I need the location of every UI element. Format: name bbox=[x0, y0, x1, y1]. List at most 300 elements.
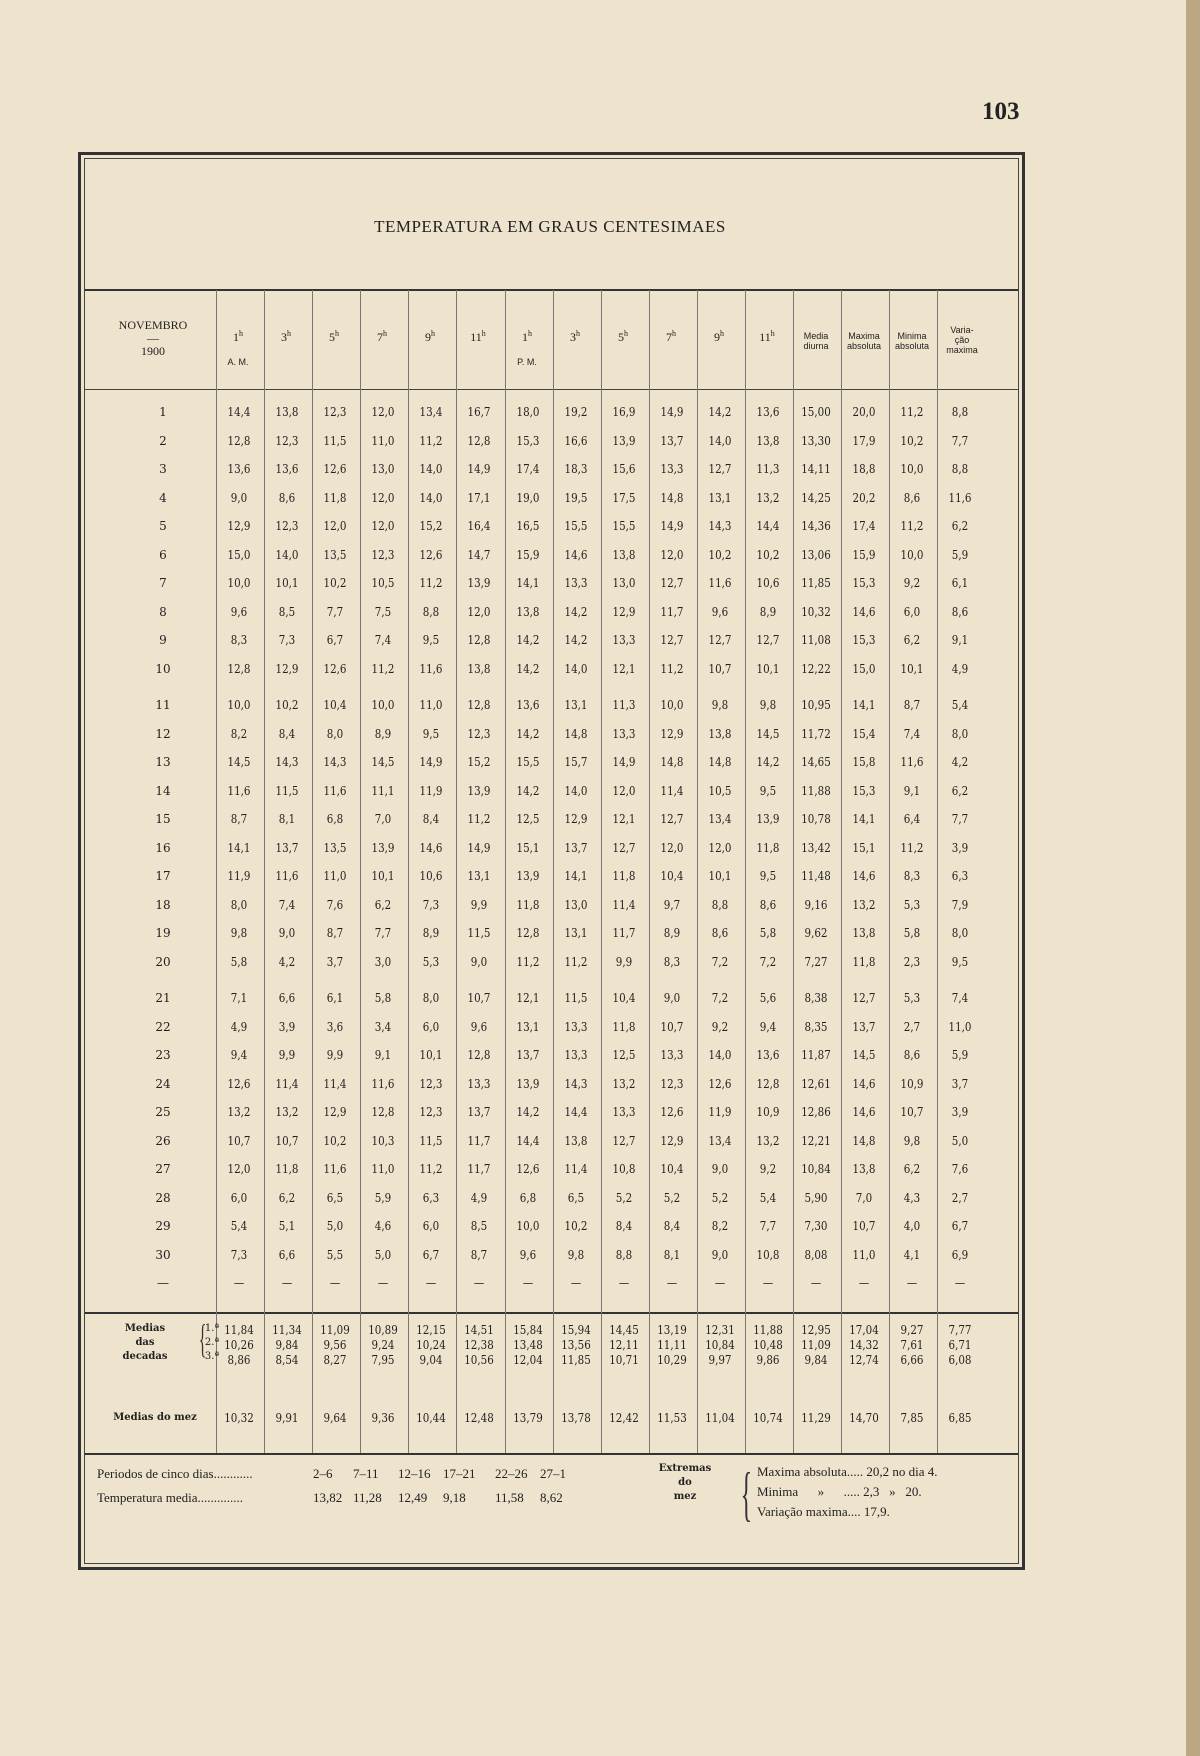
table-cell: 9,5 bbox=[759, 783, 777, 798]
table-cell: 14,1 bbox=[516, 576, 540, 590]
day-number: 22 bbox=[155, 1019, 171, 1034]
table-cell: 14,2 bbox=[516, 783, 540, 798]
table-cell: 10,6 bbox=[419, 869, 443, 883]
table-cell: 13,8 bbox=[852, 1162, 876, 1176]
table-cell: 11,4 bbox=[660, 783, 684, 798]
title-rule bbox=[85, 289, 1018, 291]
hour-suffix: h bbox=[672, 329, 676, 338]
table-cell: 11,4 bbox=[323, 1076, 347, 1091]
table-cell: 8,0 bbox=[422, 991, 440, 1005]
table-cell: 13,6 bbox=[516, 698, 540, 712]
decade-cell: 14,32 bbox=[849, 1338, 879, 1352]
header-rule bbox=[85, 389, 1018, 390]
decade-cell: 10,29 bbox=[657, 1353, 687, 1367]
table-cell: 19,5 bbox=[564, 490, 588, 505]
decade-cell: 10,56 bbox=[464, 1353, 494, 1367]
table-cell: 13,9 bbox=[467, 576, 491, 590]
table-cell: — bbox=[906, 1276, 918, 1290]
table-cell: 10,95 bbox=[801, 698, 831, 712]
table-cell: 14,25 bbox=[801, 490, 831, 505]
decade-mark-1: 1.ª bbox=[204, 1323, 220, 1334]
table-cell: 11,72 bbox=[801, 726, 831, 741]
extremes-label-line1: Extremas bbox=[658, 1463, 712, 1474]
table-cell: — bbox=[473, 1276, 485, 1290]
table-cell: 8,6 bbox=[903, 490, 921, 505]
column-divider bbox=[889, 290, 890, 1453]
table-cell: 14,9 bbox=[419, 755, 443, 769]
table-cell: 9,8 bbox=[903, 1133, 921, 1148]
table-cell: 8,38 bbox=[804, 991, 828, 1005]
media-line1: Media bbox=[803, 331, 829, 341]
table-cell: 12,6 bbox=[660, 1105, 684, 1119]
table-cell: 12,6 bbox=[708, 1076, 732, 1091]
table-cell: 5,0 bbox=[326, 1219, 344, 1233]
table-cell: 12,7 bbox=[612, 1133, 636, 1148]
month-mean-cell: 9,64 bbox=[323, 1411, 347, 1425]
table-cell: 6,4 bbox=[903, 812, 921, 826]
month-mean-cell: 10,32 bbox=[224, 1411, 254, 1425]
header-hour-1 bbox=[214, 327, 262, 344]
table-cell: 10,5 bbox=[371, 576, 395, 590]
table-cell: 13,8 bbox=[275, 405, 299, 419]
hour-number: 11 bbox=[470, 330, 482, 344]
month-mean-cell: 11,53 bbox=[657, 1411, 687, 1425]
table-cell: 7,6 bbox=[326, 897, 344, 912]
header-hour-5 bbox=[406, 327, 454, 344]
header-variacao-maxima bbox=[936, 325, 988, 355]
table-cell: 13,1 bbox=[516, 1019, 540, 1034]
table-cell: 3,9 bbox=[278, 1019, 296, 1034]
table-cell: 9,6 bbox=[470, 1019, 488, 1034]
column-divider bbox=[553, 290, 554, 1453]
extremes-label bbox=[645, 1462, 725, 1504]
decade-cell: 12,74 bbox=[849, 1353, 879, 1367]
table-cell: 7,7 bbox=[374, 926, 392, 940]
table-cell: 6,2 bbox=[951, 519, 969, 533]
table-cell: 12,22 bbox=[801, 661, 831, 676]
header-hour-7 bbox=[503, 327, 551, 344]
temperature-value: 11,58 bbox=[495, 1490, 524, 1505]
decade-cell: 15,94 bbox=[561, 1323, 591, 1337]
table-cell: 13,9 bbox=[467, 783, 491, 798]
table-cell: 8,6 bbox=[759, 897, 777, 912]
table-cell: 8,3 bbox=[903, 869, 921, 883]
table-cell: 7,1 bbox=[230, 991, 248, 1005]
table-cell: 14,9 bbox=[660, 519, 684, 533]
table-cell: 10,4 bbox=[660, 1162, 684, 1176]
table-cell: 12,9 bbox=[275, 661, 299, 676]
table-cell: 10,7 bbox=[275, 1133, 299, 1148]
table-cell: 12,8 bbox=[227, 433, 251, 448]
table-cell: 8,8 bbox=[422, 604, 440, 619]
table-cell: 14,2 bbox=[516, 726, 540, 741]
decade-cell: 9,97 bbox=[708, 1353, 732, 1367]
table-cell: 10,3 bbox=[371, 1133, 395, 1148]
decade-cell: 10,84 bbox=[705, 1338, 735, 1352]
table-cell: 13,9 bbox=[756, 812, 780, 826]
table-cell: 11,2 bbox=[467, 812, 491, 826]
table-cell: 4,0 bbox=[903, 1219, 921, 1233]
table-cell: 5,8 bbox=[374, 991, 392, 1005]
table-cell: 8,4 bbox=[615, 1219, 633, 1233]
table-cell: 6,7 bbox=[951, 1219, 969, 1233]
column-divider bbox=[312, 290, 313, 1453]
decade-cell: 14,45 bbox=[609, 1323, 639, 1337]
table-cell: 7,7 bbox=[951, 433, 969, 448]
table-cell: 13,3 bbox=[564, 1048, 588, 1062]
table-cell: 13,6 bbox=[756, 405, 780, 419]
table-cell: 10,84 bbox=[801, 1162, 831, 1176]
table-cell: 14,8 bbox=[660, 755, 684, 769]
table-cell: 12,0 bbox=[371, 405, 395, 419]
temperature-value: 9,18 bbox=[443, 1490, 466, 1505]
table-cell: 9,0 bbox=[230, 490, 248, 505]
month-mean-cell: 9,36 bbox=[371, 1411, 395, 1425]
table-cell: 14,7 bbox=[467, 547, 491, 562]
table-cell: 13,0 bbox=[564, 897, 588, 912]
day-number: 19 bbox=[155, 926, 171, 940]
table-cell: 9,7 bbox=[663, 897, 681, 912]
table-cell: 11,0 bbox=[371, 433, 395, 448]
table-cell: 12,5 bbox=[612, 1048, 636, 1062]
table-cell: 5,3 bbox=[422, 954, 440, 969]
table-cell: 10,1 bbox=[419, 1048, 443, 1062]
month-mean-cell: 12,42 bbox=[609, 1411, 639, 1425]
day-number: 7 bbox=[159, 576, 167, 590]
decade-cell: 11,09 bbox=[320, 1323, 350, 1337]
table-cell: 4,2 bbox=[951, 755, 969, 769]
table-cell: — bbox=[329, 1276, 341, 1290]
table-cell: 12,8 bbox=[467, 1048, 491, 1062]
table-cell: 11,5 bbox=[467, 926, 491, 940]
header-pm: P. M. bbox=[517, 357, 537, 367]
table-cell: 12,8 bbox=[227, 661, 251, 676]
extreme-variation: Variação maxima.... 17,9. bbox=[757, 1504, 890, 1519]
table-cell: 11,0 bbox=[852, 1247, 876, 1262]
table-cell: 12,9 bbox=[323, 1105, 347, 1119]
table-cell: 6,5 bbox=[567, 1190, 585, 1205]
table-cell: 8,6 bbox=[903, 1048, 921, 1062]
table-cell: 11,2 bbox=[900, 519, 924, 533]
table-cell: 11,6 bbox=[323, 1162, 347, 1176]
table-cell: — bbox=[858, 1276, 870, 1290]
table-cell: 14,9 bbox=[467, 462, 491, 476]
table-cell: 20,0 bbox=[852, 405, 876, 419]
table-cell: 5,0 bbox=[951, 1133, 969, 1148]
table-cell: 12,0 bbox=[371, 490, 395, 505]
table-cell: 13,3 bbox=[467, 1076, 491, 1091]
table-cell: 6,9 bbox=[951, 1247, 969, 1262]
table-cell: 11,3 bbox=[756, 462, 780, 476]
table-cell: 10,2 bbox=[323, 1133, 347, 1148]
table-cell: 10,7 bbox=[227, 1133, 251, 1148]
table-cell: 11,6 bbox=[227, 783, 251, 798]
table-cell: 12,1 bbox=[612, 812, 636, 826]
table-cell: 13,06 bbox=[801, 547, 831, 562]
table-cell: 5,3 bbox=[903, 897, 921, 912]
table-cell: 12,3 bbox=[660, 1076, 684, 1091]
table-cell: 14,5 bbox=[227, 755, 251, 769]
table-cell: 12,3 bbox=[275, 519, 299, 533]
decade-cell: 11,84 bbox=[224, 1323, 254, 1337]
table-cell: 13,2 bbox=[852, 897, 876, 912]
table-cell: 11,2 bbox=[564, 954, 588, 969]
decade-cell: 9,84 bbox=[275, 1338, 299, 1352]
table-cell: 9,5 bbox=[951, 954, 969, 969]
table-cell: 8,7 bbox=[903, 698, 921, 712]
table-cell: 8,35 bbox=[804, 1019, 828, 1034]
table-title: TEMPERATURA EM GRAUS CENTESIMAES bbox=[374, 217, 726, 236]
table-cell: 11,2 bbox=[371, 661, 395, 676]
month-mean-cell: 10,74 bbox=[753, 1411, 783, 1425]
table-cell: 5,2 bbox=[663, 1190, 681, 1205]
footer-top-rule bbox=[85, 1453, 1018, 1455]
table-cell: 12,0 bbox=[660, 547, 684, 562]
table-cell: 10,7 bbox=[467, 991, 491, 1005]
table-cell: 6,0 bbox=[230, 1190, 248, 1205]
table-cell: 3,7 bbox=[951, 1076, 969, 1091]
table-cell: 5,9 bbox=[951, 1048, 969, 1062]
table-cell: 12,7 bbox=[660, 633, 684, 647]
hour-suffix: h bbox=[287, 329, 291, 338]
table-cell: 8,0 bbox=[951, 926, 969, 940]
table-cell: 8,8 bbox=[615, 1247, 633, 1262]
table-cell: 11,6 bbox=[948, 490, 972, 505]
table-cell: 15,3 bbox=[852, 633, 876, 647]
table-cell: 14,9 bbox=[467, 840, 491, 855]
table-cell: 9,5 bbox=[759, 869, 777, 883]
decade-cell: 11,34 bbox=[272, 1323, 302, 1337]
table-cell: 9,8 bbox=[759, 698, 777, 712]
table-cell: 14,0 bbox=[419, 462, 443, 476]
table-cell: 15,5 bbox=[612, 519, 636, 533]
table-cell: 8,5 bbox=[470, 1219, 488, 1233]
table-cell: 8,4 bbox=[278, 726, 296, 741]
table-cell: 14,5 bbox=[852, 1048, 876, 1062]
table-cell: 11,4 bbox=[564, 1162, 588, 1176]
decade-cell: 8,27 bbox=[323, 1353, 347, 1367]
table-cell: 13,3 bbox=[564, 576, 588, 590]
table-cell: 14,8 bbox=[708, 755, 732, 769]
table-cell: 15,9 bbox=[852, 547, 876, 562]
table-cell: 6,5 bbox=[326, 1190, 344, 1205]
table-cell: 11,2 bbox=[660, 661, 684, 676]
table-cell: 11,4 bbox=[275, 1076, 299, 1091]
table-cell: 11,7 bbox=[467, 1162, 491, 1176]
table-cell: 12,7 bbox=[756, 633, 780, 647]
table-cell: — bbox=[666, 1276, 678, 1290]
period-value: 27–1 bbox=[540, 1466, 566, 1481]
table-cell: 11,5 bbox=[564, 991, 588, 1005]
table-cell: 14,4 bbox=[564, 1105, 588, 1119]
table-cell: 14,2 bbox=[756, 755, 780, 769]
table-cell: 11,6 bbox=[323, 783, 347, 798]
table-cell: 13,30 bbox=[801, 433, 831, 448]
table-cell: 9,9 bbox=[278, 1048, 296, 1062]
header-dash: — bbox=[147, 331, 159, 345]
decade-mark-3: 3.ª bbox=[204, 1351, 220, 1362]
table-cell: 13,2 bbox=[227, 1105, 251, 1119]
table-cell: 2,7 bbox=[951, 1190, 969, 1205]
table-cell: 10,7 bbox=[660, 1019, 684, 1034]
minima-line1: Minima bbox=[897, 331, 927, 341]
table-cell: 11,2 bbox=[419, 433, 443, 448]
hour-number: 9 bbox=[714, 330, 720, 344]
table-cell: 10,0 bbox=[900, 547, 924, 562]
table-cell: — bbox=[618, 1276, 630, 1290]
table-cell: 7,2 bbox=[711, 991, 729, 1005]
table-cell: 9,8 bbox=[711, 698, 729, 712]
period-value: 7–11 bbox=[353, 1466, 379, 1481]
decades-label-line2: das bbox=[135, 1337, 155, 1348]
table-cell: 12,7 bbox=[660, 576, 684, 590]
table-cell: 11,1 bbox=[371, 783, 395, 798]
table-cell: 10,0 bbox=[516, 1219, 540, 1233]
day-number: 5 bbox=[159, 519, 167, 533]
table-cell: 11,2 bbox=[900, 840, 924, 855]
table-cell: 14,6 bbox=[852, 1105, 876, 1119]
table-cell: 12,6 bbox=[323, 661, 347, 676]
table-cell: 6,2 bbox=[903, 633, 921, 647]
table-cell: 15,00 bbox=[801, 405, 831, 419]
table-cell: 8,4 bbox=[422, 812, 440, 826]
table-cell: 14,0 bbox=[275, 547, 299, 562]
table-cell: 7,3 bbox=[422, 897, 440, 912]
table-cell: 4,9 bbox=[951, 661, 969, 676]
table-cell: 12,1 bbox=[516, 991, 540, 1005]
table-cell: 12,3 bbox=[467, 726, 491, 741]
header-hour-6 bbox=[454, 327, 502, 344]
table-cell: 13,6 bbox=[756, 1048, 780, 1062]
table-cell: 10,5 bbox=[708, 783, 732, 798]
table-cell: 17,9 bbox=[852, 433, 876, 448]
table-cell: 15,7 bbox=[564, 755, 588, 769]
table-cell: 12,3 bbox=[419, 1076, 443, 1091]
table-cell: 8,0 bbox=[951, 726, 969, 741]
column-divider bbox=[649, 290, 650, 1453]
header-month-block bbox=[103, 319, 203, 358]
decade-cell: 12,04 bbox=[513, 1353, 543, 1367]
table-cell: 13,7 bbox=[467, 1105, 491, 1119]
table-cell: 7,7 bbox=[951, 812, 969, 826]
table-cell: 8,2 bbox=[711, 1219, 729, 1233]
table-cell: 12,6 bbox=[419, 547, 443, 562]
table-cell: 11,0 bbox=[948, 1019, 972, 1034]
table-cell: 7,27 bbox=[804, 954, 828, 969]
decade-cell: 14,51 bbox=[464, 1323, 494, 1337]
table-cell: 12,0 bbox=[323, 519, 347, 533]
table-cell: 12,8 bbox=[467, 633, 491, 647]
decade-cell: 6,66 bbox=[900, 1353, 924, 1367]
table-cell: 12,7 bbox=[660, 812, 684, 826]
day-number: 8 bbox=[159, 604, 167, 619]
table-cell: 12,8 bbox=[756, 1076, 780, 1091]
table-cell: 13,9 bbox=[516, 1076, 540, 1091]
table-cell: 15,0 bbox=[852, 661, 876, 676]
table-cell: 9,4 bbox=[230, 1048, 248, 1062]
table-cell: 9,2 bbox=[711, 1019, 729, 1034]
table-cell: 13,3 bbox=[612, 633, 636, 647]
table-cell: 7,5 bbox=[374, 604, 392, 619]
day-number: 14 bbox=[155, 783, 171, 798]
table-cell: — bbox=[954, 1276, 966, 1290]
table-cell: 14,3 bbox=[708, 519, 732, 533]
decade-cell: 9,24 bbox=[371, 1338, 395, 1352]
table-cell: 13,3 bbox=[612, 726, 636, 741]
table-cell: 6,6 bbox=[278, 991, 296, 1005]
table-cell: 12,7 bbox=[612, 840, 636, 855]
month-mean-cell: 13,78 bbox=[561, 1411, 591, 1425]
table-cell: 7,4 bbox=[278, 897, 296, 912]
decade-cell: 13,48 bbox=[513, 1338, 543, 1352]
table-cell: 13,3 bbox=[564, 1019, 588, 1034]
extremes-label-line2: do bbox=[678, 1477, 692, 1488]
table-cell: 11,88 bbox=[801, 783, 831, 798]
header-hour-11 bbox=[695, 327, 743, 344]
table-cell: 9,0 bbox=[711, 1162, 729, 1176]
hour-suffix: h bbox=[481, 329, 486, 338]
table-cell: 11,6 bbox=[419, 661, 443, 676]
table-cell: — bbox=[281, 1276, 293, 1290]
month-mean-cell: 11,04 bbox=[705, 1411, 735, 1425]
table-cell: 11,9 bbox=[419, 783, 443, 798]
table-cell: 11,87 bbox=[801, 1048, 831, 1062]
decades-label-line1: Medias bbox=[124, 1323, 166, 1334]
day-number: 17 bbox=[155, 869, 171, 883]
table-cell: 11,8 bbox=[852, 954, 876, 969]
table-cell: 16,9 bbox=[612, 405, 636, 419]
table-cell: 7,7 bbox=[326, 604, 344, 619]
table-cell: 3,9 bbox=[951, 840, 969, 855]
table-cell: 11,0 bbox=[371, 1162, 395, 1176]
table-cell: 14,8 bbox=[564, 726, 588, 741]
table-cell: 12,7 bbox=[852, 991, 876, 1005]
table-cell: 13,8 bbox=[852, 926, 876, 940]
table-cell: 9,0 bbox=[470, 954, 488, 969]
table-cell: 13,0 bbox=[612, 576, 636, 590]
maxima-line2: absoluta bbox=[846, 341, 882, 351]
hour-number: 3 bbox=[281, 330, 287, 344]
table-cell: 13,9 bbox=[516, 869, 540, 883]
table-cell: 15,0 bbox=[227, 547, 251, 562]
table-cell: 14,1 bbox=[227, 840, 251, 855]
decade-cell: 13,56 bbox=[561, 1338, 591, 1352]
decade-mark-2: 2.ª bbox=[204, 1337, 220, 1348]
table-cell: 9,5 bbox=[422, 726, 440, 741]
decades-marks bbox=[202, 1322, 222, 1364]
table-cell: 5,6 bbox=[759, 991, 777, 1005]
decades-label bbox=[95, 1322, 195, 1364]
table-cell: 12,7 bbox=[708, 633, 732, 647]
header-hour-9 bbox=[599, 327, 647, 344]
table-cell: 10,9 bbox=[900, 1076, 924, 1091]
table-cell: 8,5 bbox=[278, 604, 296, 619]
table-cell: 10,1 bbox=[371, 869, 395, 883]
table-cell: 6,2 bbox=[903, 1162, 921, 1176]
column-divider bbox=[697, 290, 698, 1453]
maxima-line1: Maxima bbox=[848, 331, 880, 341]
table-cell: 9,0 bbox=[663, 991, 681, 1005]
day-number: 18 bbox=[155, 897, 171, 912]
table-cell: 11,6 bbox=[275, 869, 299, 883]
decade-cell: 15,84 bbox=[513, 1323, 543, 1337]
decade-cell: 7,95 bbox=[371, 1353, 395, 1367]
table-cell: 7,30 bbox=[804, 1219, 828, 1233]
table-cell: 10,7 bbox=[708, 661, 732, 676]
table-cell: — bbox=[233, 1276, 245, 1290]
table-cell: 5,9 bbox=[951, 547, 969, 562]
table-cell: 18,0 bbox=[516, 405, 540, 419]
